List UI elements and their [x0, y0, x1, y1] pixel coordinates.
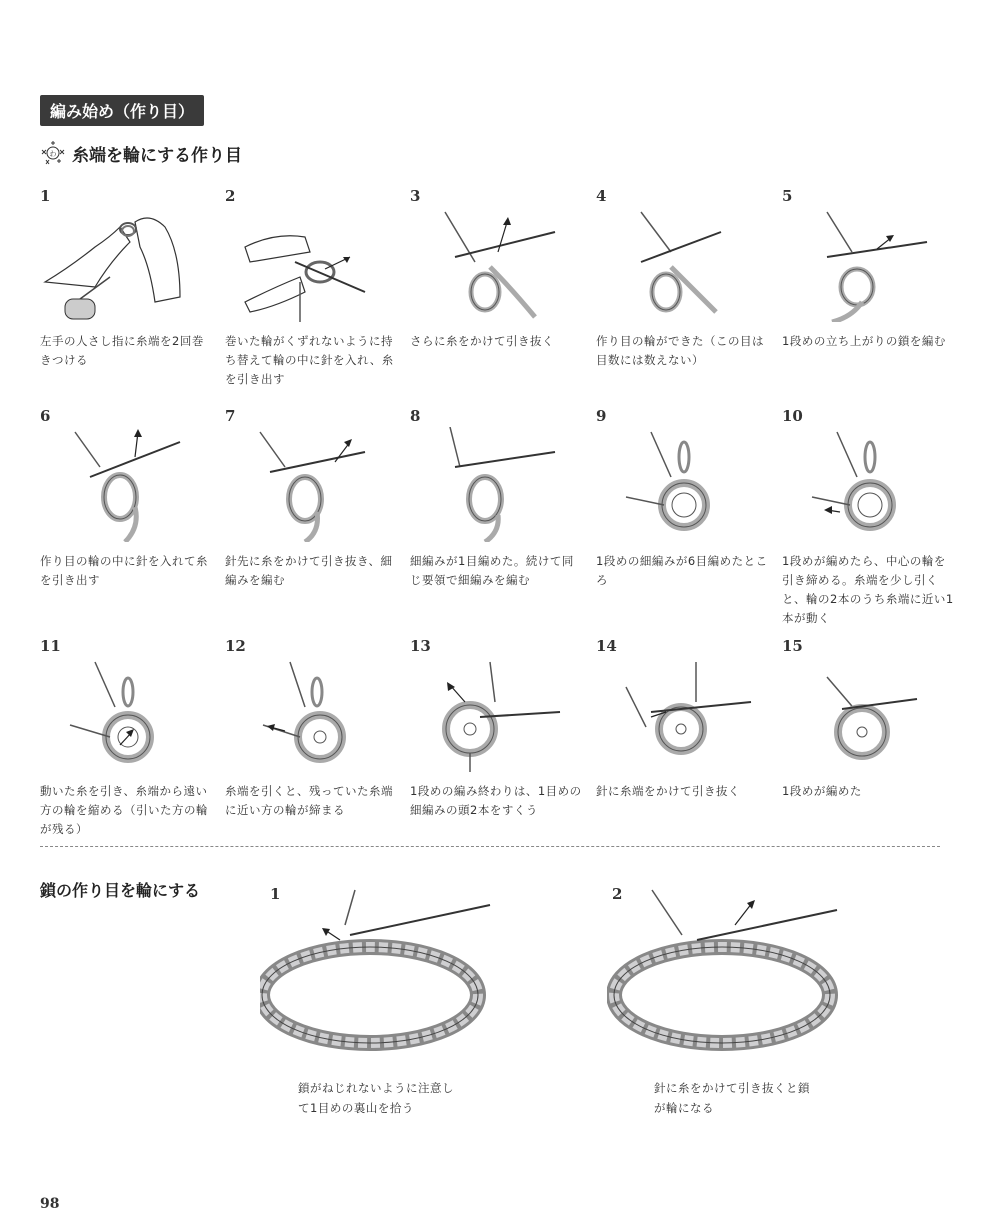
step-number: 15	[782, 637, 803, 655]
step-number: 6	[40, 407, 51, 425]
step-illustration	[782, 657, 942, 772]
step-14	[596, 637, 771, 801]
step-illustration	[225, 657, 385, 772]
caption-line: 針に糸をかけて引き抜くと鎖	[654, 1081, 810, 1095]
step-13	[410, 637, 585, 820]
chain-step-2	[612, 885, 810, 1115]
step-number: 2	[225, 187, 236, 205]
step-number: 13	[410, 637, 431, 655]
step-number: 4	[596, 187, 607, 205]
step-number: 9	[596, 407, 607, 425]
step-10	[782, 407, 957, 628]
step-illustration	[40, 657, 200, 772]
step-caption: さらに糸をかけて引き抜く	[410, 334, 554, 348]
step-number: 1	[40, 187, 51, 205]
step-caption: 1段めの細編みが6目編めたところ	[596, 554, 768, 587]
step-11	[40, 637, 215, 839]
step-illustration	[782, 207, 942, 322]
step-number: 7	[225, 407, 236, 425]
step-caption	[654, 1078, 854, 1118]
step-6	[40, 407, 215, 590]
page-number: 98	[40, 1196, 60, 1212]
step-illustration	[596, 427, 756, 542]
step-number: 2	[612, 885, 623, 903]
step-illustration	[225, 427, 385, 542]
crochet-badge-icon	[40, 140, 66, 166]
step-illustration	[410, 427, 570, 542]
step-7	[225, 407, 400, 590]
step-12	[225, 637, 400, 820]
step-caption: 針先に糸をかけて引き抜き、細編みを編む	[225, 554, 393, 587]
step-caption: 1段めが編めたら、中心の輪を引き締める。糸端を少し引くと、輪の2本のうち糸端に近い1本が動く	[782, 554, 954, 625]
step-2	[225, 187, 400, 389]
step-caption: 1段めが編めた	[782, 784, 862, 798]
step-9	[596, 407, 771, 590]
caption-line: て1目めの裏山を拾う	[298, 1101, 414, 1115]
step-15	[782, 637, 957, 801]
subheading-title: 糸端を輪にする作り目	[72, 145, 242, 166]
step-caption	[298, 1078, 498, 1118]
section-divider	[40, 846, 940, 847]
step-number: 14	[596, 637, 617, 655]
step-caption: 動いた糸を引き、糸端から遠い方の輪を縮める（引いた方の輪が残る）	[40, 784, 208, 836]
chain-ring-illustration	[607, 885, 847, 1065]
step-number: 5	[782, 187, 793, 205]
caption-line: が輪になる	[654, 1101, 714, 1115]
step-number: 12	[225, 637, 246, 655]
section2-title: 鎖の作り目を輪にする	[40, 881, 201, 900]
step-1	[40, 187, 215, 370]
step-number: 11	[40, 637, 61, 655]
step-illustration	[40, 207, 200, 322]
step-illustration	[782, 427, 942, 542]
step-illustration	[410, 657, 570, 772]
step-illustration	[596, 207, 756, 322]
step-illustration	[225, 207, 385, 322]
step-caption: 1段めの立ち上がりの鎖を編む	[782, 334, 946, 348]
step-caption: 1段めの編み終わりは、1目めの細編みの頭2本をすくう	[410, 784, 582, 817]
step-8	[410, 407, 585, 590]
step-number: 3	[410, 187, 421, 205]
chain-step-1	[270, 885, 454, 1115]
step-caption: 糸端を引くと、残っていた糸端に近い方の輪が締まる	[225, 784, 393, 817]
step-caption: 作り目の輪ができた（この目は目数には数えない）	[596, 334, 764, 367]
step-number: 8	[410, 407, 421, 425]
step-illustration	[410, 207, 570, 322]
chain-ring-illustration	[260, 885, 500, 1065]
step-5	[782, 187, 957, 351]
step-caption: 針に糸端をかけて引き抜く	[596, 784, 740, 798]
step-number: 1	[270, 885, 281, 903]
svg-text:わ: わ	[49, 150, 57, 158]
step-illustration	[596, 657, 756, 772]
step-caption: 作り目の輪の中に針を入れて糸を引き出す	[40, 554, 208, 587]
step-caption: 巻いた輪がくずれないように持ち替えて輪の中に針を入れ、糸を引き出す	[225, 334, 394, 386]
step-4	[596, 187, 771, 370]
section-tag: 編み始め（作り目）	[40, 95, 204, 126]
step-illustration	[40, 427, 200, 542]
caption-line: 鎖がねじれないように注意し	[298, 1081, 454, 1095]
step-caption: 細編みが1目編めた。続けて同じ要領で細編みを編む	[410, 554, 574, 587]
step-number: 10	[782, 407, 803, 425]
subheading	[40, 140, 242, 166]
step-caption: 左手の人さし指に糸端を2回巻きつける	[40, 334, 204, 367]
step-3	[410, 187, 585, 351]
